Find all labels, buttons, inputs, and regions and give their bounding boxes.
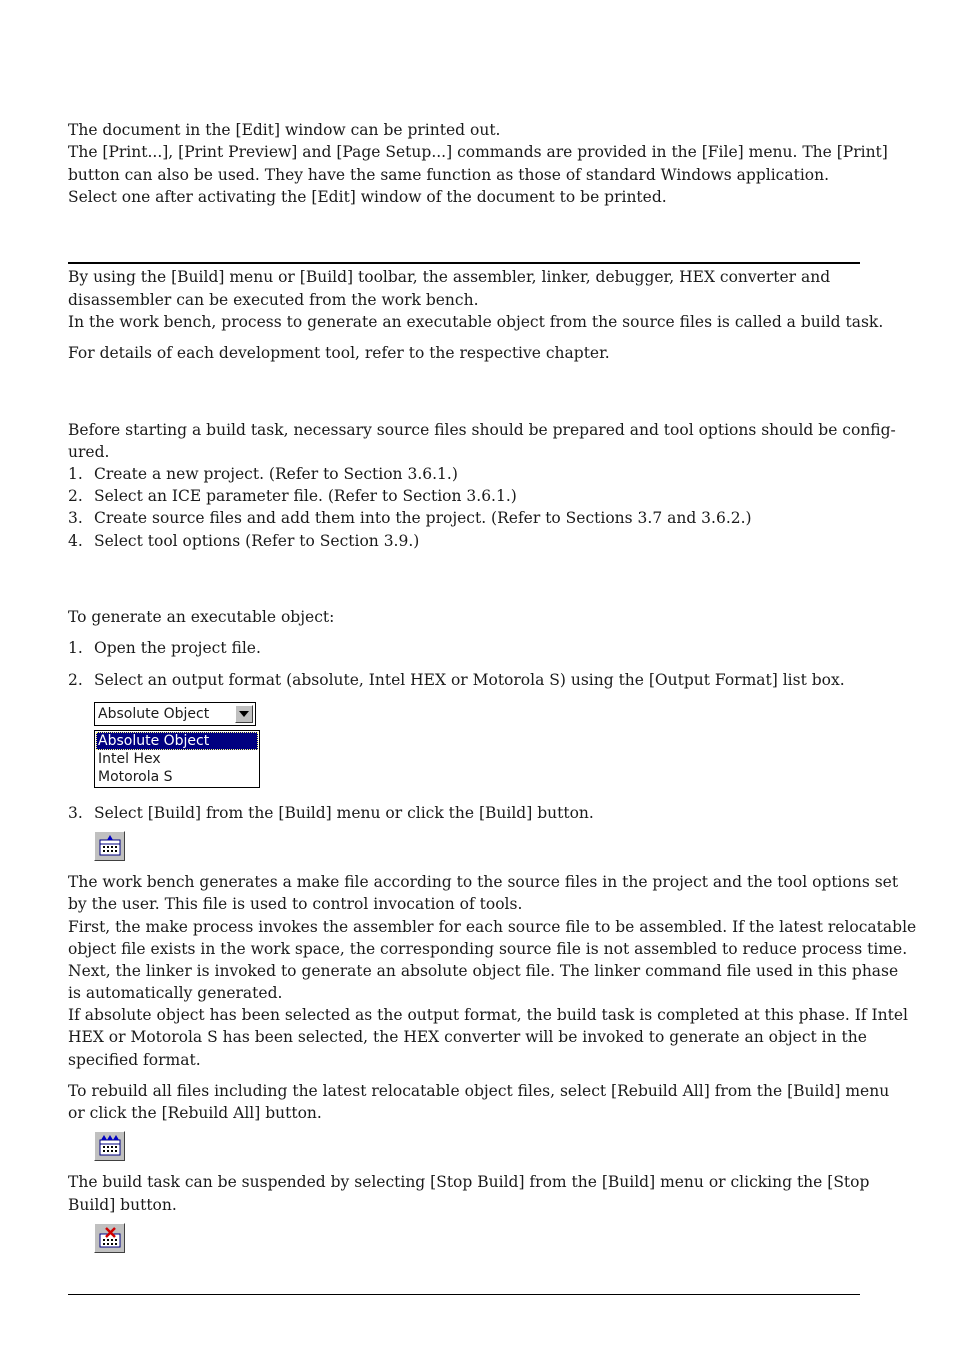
- prep-step-3-text: Create source files and add them into the project. (Refer to Sections 3.7 and 3.6.2.): [94, 509, 752, 527]
- stop-build-icon: [98, 1227, 122, 1249]
- build-step-3-text: Select [Build] from the [Build] menu or click the [Build] button.: [94, 804, 594, 822]
- prep-line-2: ured.: [68, 443, 110, 461]
- make-line-3: First, the make process invokes the assembler for each source file to be assembled. If the latest relocatable: [68, 918, 917, 936]
- print-line-4: Select one after activating the [Edit] window of the document to be printed.: [68, 188, 667, 206]
- output-format-combobox[interactable]: [94, 702, 256, 726]
- print-line-2: The [Print...], [Print Preview] and [Page Setup...] commands are provided in the [File] menu. The [Print]: [68, 143, 888, 161]
- print-line-3: button can also be used. They have the same function as those of standard Windows application.: [68, 166, 830, 184]
- make-line-5: Next, the linker is invoked to generate an absolute object file. The linker command file used in this phase: [68, 962, 899, 980]
- make-line-2: by the user. This file is used to control invocation of tools.: [68, 895, 523, 913]
- stop-build-line-1: The build task can be suspended by selecting [Stop Build] from the [Build] menu or clicking the [Stop: [68, 1173, 870, 1191]
- output-format-selected-value: Absolute Object: [98, 706, 210, 722]
- build-step-2-number: 2.: [68, 671, 83, 689]
- rebuild-line-2: or click the [Rebuild All] button.: [68, 1104, 322, 1122]
- prep-step-1-number: 1.: [68, 465, 83, 483]
- stop-build-button[interactable]: [94, 1223, 125, 1253]
- make-line-8: HEX or Motorola S has been selected, the HEX converter will be invoked to generate an object in the: [68, 1028, 867, 1046]
- output-format-option-intel-hex[interactable]: Intel Hex: [98, 751, 161, 767]
- rebuild-all-icon: [98, 1135, 122, 1157]
- build-step-2-text: Select an output format (absolute, Intel HEX or Motorola S) using the [Output Format] list box.: [94, 671, 845, 689]
- footer-rule: [68, 1294, 860, 1295]
- section-divider: [68, 262, 860, 264]
- build-step-1-number: 1.: [68, 639, 83, 657]
- build-intro-line-2: disassembler can be executed from the work bench.: [68, 291, 479, 309]
- build-steps-lead: To generate an executable object:: [68, 608, 335, 626]
- chevron-down-icon: [239, 711, 249, 717]
- prep-step-4-number: 4.: [68, 532, 83, 550]
- dropdown-arrow-button[interactable]: [235, 705, 253, 723]
- build-icon: [98, 835, 122, 857]
- stop-build-line-2: Build] button.: [68, 1196, 177, 1214]
- make-line-7: If absolute object has been selected as the output format, the build task is completed at this phase. If Intel: [68, 1006, 908, 1024]
- output-format-option-motorola-s[interactable]: Motorola S: [98, 769, 173, 785]
- prep-line-1: Before starting a build task, necessary source files should be prepared and tool options should be config-: [68, 421, 896, 439]
- build-button[interactable]: [94, 831, 125, 861]
- build-step-3-number: 3.: [68, 804, 83, 822]
- make-line-6: is automatically generated.: [68, 984, 283, 1002]
- prep-step-2-number: 2.: [68, 487, 83, 505]
- build-intro-line-1: By using the [Build] menu or [Build] toolbar, the assembler, linker, debugger, HEX converter and: [68, 268, 831, 286]
- build-details-line: For details of each development tool, refer to the respective chapter.: [68, 344, 610, 362]
- make-line-4: object file exists in the work space, the corresponding source file is not assembled to reduce process time.: [68, 940, 908, 958]
- build-intro-line-3: In the work bench, process to generate an executable object from the source files is called a build task.: [68, 313, 884, 331]
- prep-step-1-text: Create a new project. (Refer to Section 3.6.1.): [94, 465, 458, 483]
- rebuild-line-1: To rebuild all files including the latest relocatable object files, select [Rebuild All] from the [Build] menu: [68, 1082, 890, 1100]
- make-line-1: The work bench generates a make file according to the source files in the project and the tool options set: [68, 873, 899, 891]
- make-line-9: specified format.: [68, 1051, 201, 1069]
- output-format-option-absolute[interactable]: Absolute Object: [96, 732, 258, 750]
- rebuild-all-button[interactable]: [94, 1131, 125, 1161]
- prep-step-3-number: 3.: [68, 509, 83, 527]
- build-step-1-text: Open the project file.: [94, 639, 261, 657]
- prep-step-2-text: Select an ICE parameter file. (Refer to Section 3.6.1.): [94, 487, 517, 505]
- output-format-options-list[interactable]: [94, 730, 260, 788]
- print-line-1: The document in the [Edit] window can be printed out.: [68, 121, 501, 139]
- prep-step-4-text: Select tool options (Refer to Section 3.9.): [94, 532, 420, 550]
